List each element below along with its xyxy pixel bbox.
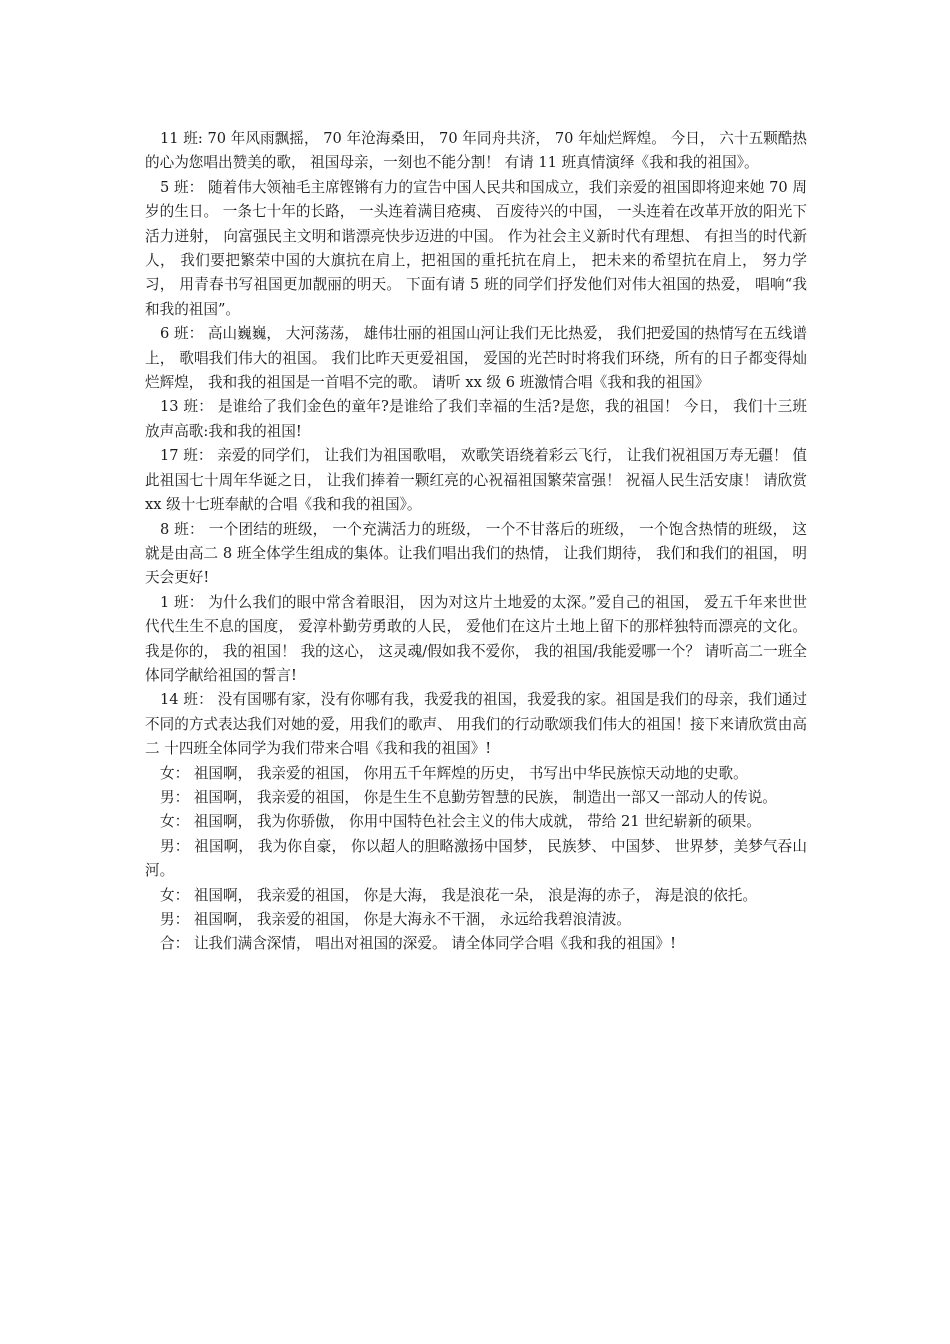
paragraph-male-3: 男： 祖国啊， 我亲爱的祖国， 你是大海永不干涸， 永远给我碧浪清波。 [160,911,631,928]
paragraph-class-1: 1 班： 为什么我们的眼中常含着眼泪， 因为对这片土地爱的太深。”爱自己的祖国， 爱五千年来世世代代生生不息的国度， 爱淳朴勤劳勇敢的人民， 爱他们在这片土地上留下的那样独特而漂亮的文化。 我是你的， 我的祖国！ 我的这心， 这灵魂/假如我不爱你， 我的祖国/我能爱哪一个？ 请听高二一班全体同学献给祖国的誓言! [145,593,807,684]
paragraph-class-13: 13 班： 是谁给了我们金色的童年?是谁给了我们幸福的生活?是您，我的祖国！ 今日， 我们十三班放声高歌:我和我的祖国! [145,398,807,440]
paragraph-class-6: 6 班： 高山巍巍， 大河荡荡， 雄伟壮丽的祖国山河让我们无比热爱， 我们把爱国的热情写在五线谱上， 歌唱我们伟大的祖国。 我们比昨天更爱祖国， 爱国的光芒时时将我们环绕，所有的日子都变得灿烂辉煌， 我和我的祖国是一首唱不完的歌。 请听 xx 级 6 班激情合唱《我和我的祖国》 [145,325,807,392]
paragraph-class-5: 5 班： 随着伟大领袖毛主席铿锵有力的宣告中国人民共和国成立，我们亲爱的祖国即将迎来她 70 周岁的生日。 一条七十年的长路， 一头连着满目疮痍、 百废待兴的中国， 一头连着在改革开放的阳光下活力迸射， 向富强民主文明和谐漂亮快步迈进的中国。 作为社会主义新时代有理想、 有担当的时代新人， 我们要把繁荣中国的大旗抗在肩上，把祖国的重托抗在肩上， 把未来的希望抗在肩上， 努力学习， 用青春书写祖国更加靓丽的明天。 下面有请 5 班的同学们抒发他们对伟大祖国的热爱， 唱响“我和我的祖国”。 [145,178,807,318]
paragraph-class-14: 14 班： 没有国哪有家，没有你哪有我，我爱我的祖国，我爱我的家。祖国是我们的母亲，我们通过不同的方式表达我们对她的爱，用我们的歌声、 用我们的行动歌颂我们伟大的祖国！接下来请欣赏由高二 十四班全体同学为我们带来合唱《我和我的祖国》! [145,691,807,758]
paragraph-male-1: 男： 祖国啊， 我亲爱的祖国， 你是生生不息勤劳智慧的民族， 制造出一部又一部动人的传说。 [160,788,777,806]
paragraph-female-3: 女： 祖国啊， 我亲爱的祖国， 你是大海， 我是浪花一朵， 浪是海的赤子， 海是浪的依托。 [160,886,757,904]
paragraph-female-1: 女： 祖国啊， 我亲爱的祖国， 你用五千年辉煌的历史， 书写出中华民族惊天动地的史歌。 [160,764,748,782]
paragraph-class-8: 8 班： 一个团结的班级， 一个充满活力的班级， 一个不甘落后的班级， 一个饱含热情的班级， 这就是由高二 8 班全体学生组成的集体。让我们唱出我们的热情， 让我们期待， 我们和我们的祖国， 明天会更好! [145,520,807,587]
document-body [145,127,807,957]
paragraph-class-11: 11 班: 70 年风雨飘摇， 70 年沧海桑田， 70 年同舟共济， 70 年灿烂辉煌。 今日， 六十五颗酷热的心为您唱出赞美的歌， 祖国母亲，一刻也不能分割！ 有请 11 班真情演绎《我和我的祖国》。 [145,130,807,172]
paragraph-female-2: 女： 祖国啊， 我为你骄傲， 你用中国特色社会主义的伟大成就， 带给 21 世纪崭新的硕果。 [160,813,761,831]
paragraph-chorus: 合： 让我们满含深情， 唱出对祖国的深爱。 请全体同学合唱《我和我的祖国》! [160,935,676,953]
paragraph-class-17: 17 班： 亲爱的同学们， 让我们为祖国歌唱， 欢歌笑语绕着彩云飞行， 让我们祝祖国万寿无疆！ 值此祖国七十周年华诞之日， 让我们捧着一颗红亮的心祝福祖国繁荣富强！ 祝福人民生活安康！ 请欣赏xx 级十七班奉献的合唱《我和我的祖国》。 [145,447,807,514]
paragraph-male-2: 男： 祖国啊， 我为你自豪， 你以超人的胆略激扬中国梦， 民族梦、 中国梦、 世界梦，美梦气吞山河。 [145,837,807,880]
